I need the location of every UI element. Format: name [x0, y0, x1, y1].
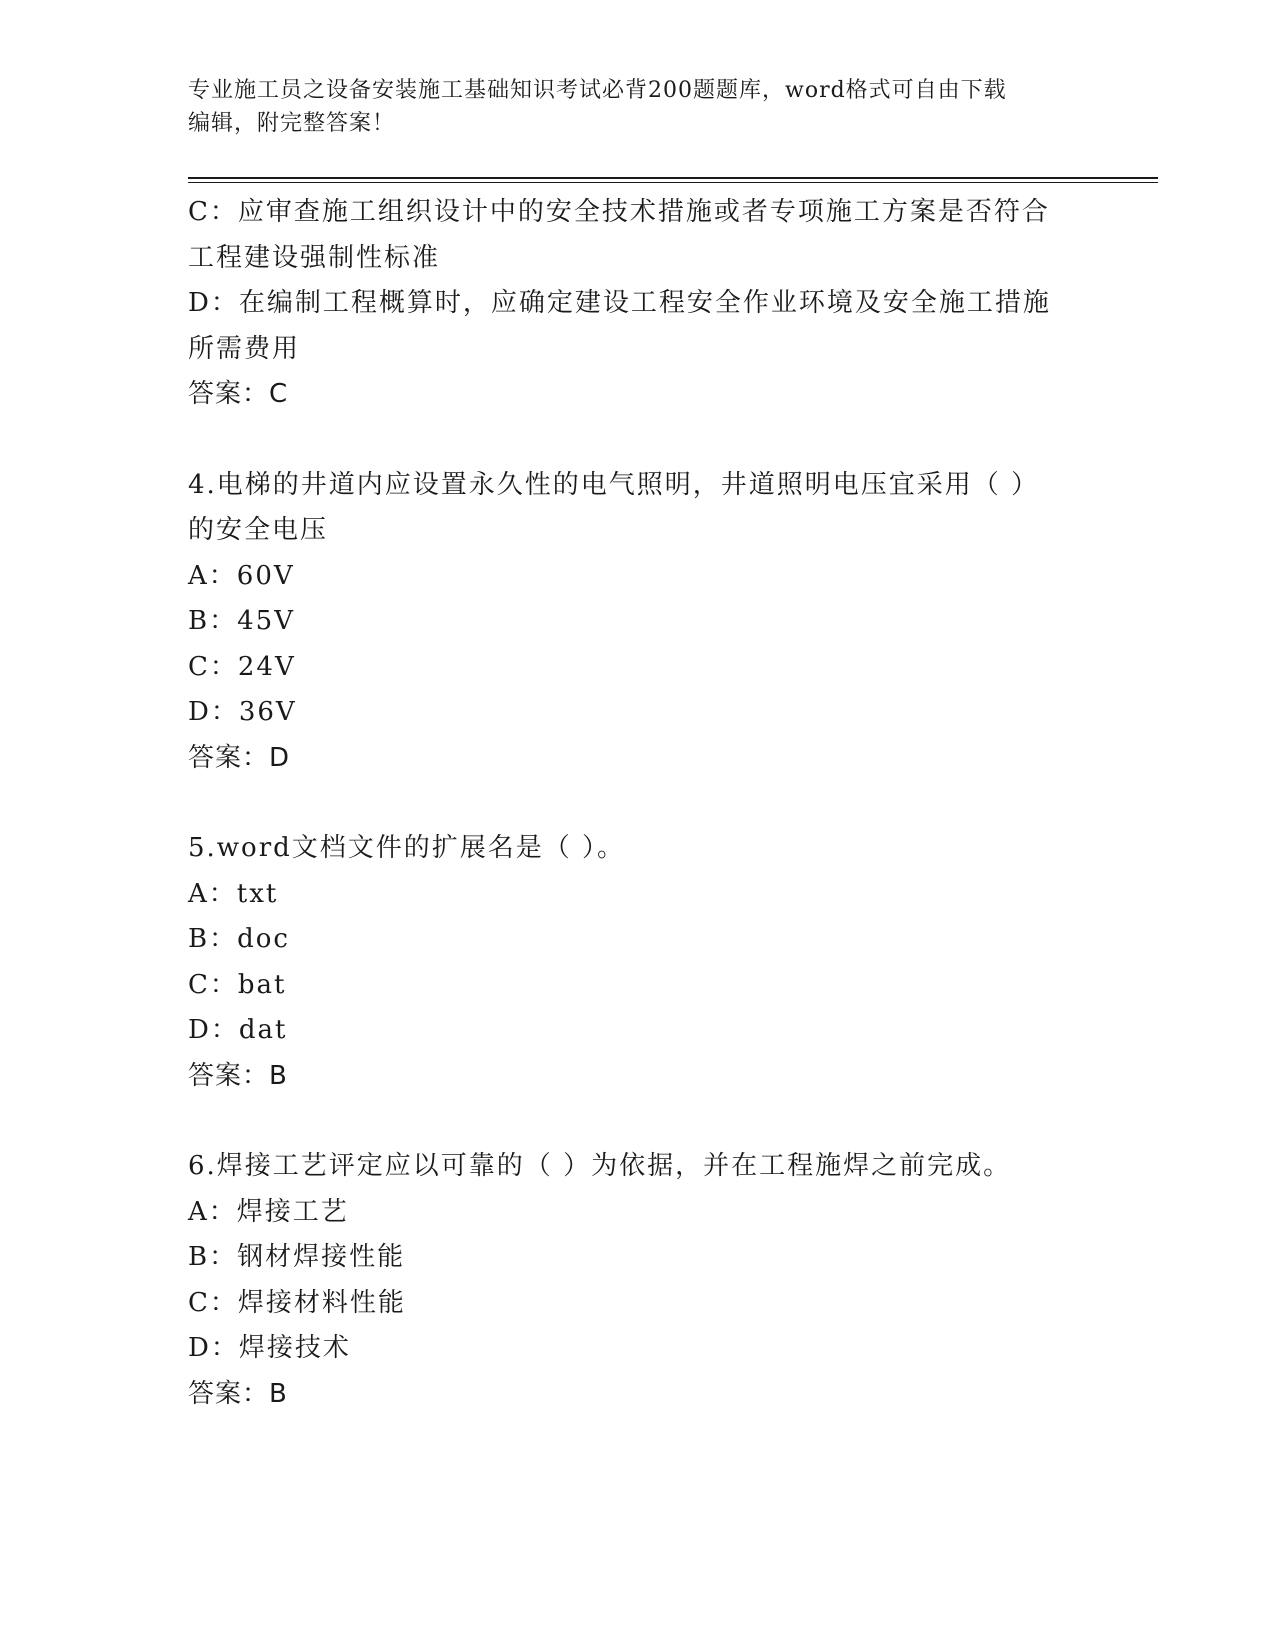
header-divider-thin: [188, 182, 1158, 183]
question-6: [188, 1144, 1088, 1417]
answer-text: 答案：D: [188, 742, 291, 773]
spacer: [188, 418, 1088, 463]
option-c-line-2: 工程建设强制性标准: [188, 242, 441, 273]
header-title-line-1: 专业施工员之设备安装施工基础知识考试必背200题题库，word格式可自由下载: [188, 78, 1007, 103]
option-c-line-1: C：应审查施工组织设计中的安全技术措施或者专项施工方案是否符合: [188, 197, 1050, 227]
option-d-line-2: 所需费用: [188, 333, 301, 364]
option-b: B：45V: [188, 606, 295, 636]
spacer: [188, 1099, 1088, 1144]
question-stem: 5.word文档文件的扩展名是（ ）。: [188, 833, 626, 863]
option-c: C：焊接材料性能: [188, 1287, 406, 1318]
spacer: [188, 781, 1088, 826]
question-stem: 6.焊接工艺评定应以可靠的（ ）为依据，并在工程施焊之前完成。: [188, 1151, 1012, 1181]
option-b: B：钢材焊接性能: [188, 1242, 406, 1272]
question-5: [188, 826, 1088, 1099]
question-stem-line-1: 4.电梯的井道内应设置永久性的电气照明，井道照明电压宜采用（ ）: [188, 469, 1040, 500]
document-header: [188, 74, 1088, 140]
option-d-line-1: D：在编制工程概算时，应确定建设工程安全作业环境及安全施工措施: [188, 288, 1051, 318]
option-a: A：60V: [188, 560, 295, 591]
question-content: [188, 190, 1088, 1417]
option-a: A：焊接工艺: [188, 1196, 349, 1227]
answer-text: 答案：B: [188, 1378, 288, 1409]
option-d: D：焊接技术: [188, 1333, 351, 1363]
option-b: B：doc: [188, 924, 290, 954]
header-divider-thick: [188, 177, 1158, 179]
question-4: [188, 463, 1088, 782]
option-c: C：bat: [188, 969, 287, 1000]
option-d: D：36V: [188, 697, 297, 727]
answer-text: 答案：C: [188, 379, 289, 409]
option-c: C：24V: [188, 651, 296, 682]
option-d: D：dat: [188, 1015, 288, 1045]
header-title-line-2: 编辑，附完整答案！: [188, 111, 396, 136]
question-stem-line-2: 的安全电压: [188, 515, 329, 545]
answer-text: 答案：B: [188, 1060, 288, 1091]
question-3-tail: [188, 190, 1088, 418]
option-a: A：txt: [188, 878, 279, 909]
